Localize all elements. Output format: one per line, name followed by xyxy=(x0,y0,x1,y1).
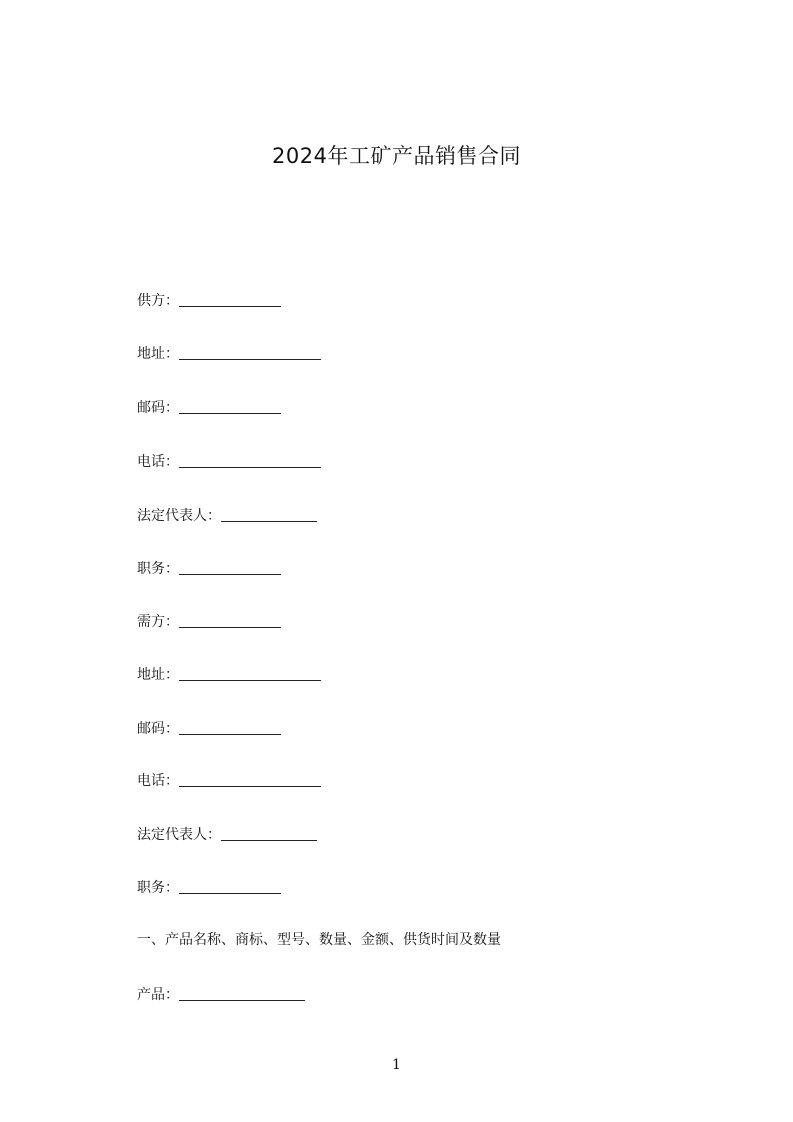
supplier-postcode-label: 邮码： xyxy=(137,400,179,416)
buyer-party-field xyxy=(137,610,281,632)
product-blank[interactable] xyxy=(179,986,305,1001)
product-label: 产品： xyxy=(137,987,179,1003)
buyer-legal-rep-label: 法定代表人： xyxy=(137,827,221,843)
buyer-party-blank[interactable] xyxy=(179,613,281,628)
product-field xyxy=(137,983,305,1005)
supplier-address-field xyxy=(137,342,321,364)
supplier-postcode-blank[interactable] xyxy=(179,399,281,414)
buyer-postcode-label: 邮码： xyxy=(137,721,179,737)
buyer-phone-field xyxy=(137,769,321,791)
supplier-address-label: 地址： xyxy=(137,346,179,362)
buyer-position-blank[interactable] xyxy=(179,879,281,894)
buyer-address-field xyxy=(137,663,321,685)
page-number: 1 xyxy=(392,1057,401,1073)
supplier-legal-rep-label: 法定代表人： xyxy=(137,508,221,524)
supplier-party-field xyxy=(137,289,281,311)
buyer-address-label: 地址： xyxy=(137,667,179,683)
buyer-party-label: 需方： xyxy=(137,614,179,630)
supplier-party-blank[interactable] xyxy=(179,292,281,307)
supplier-legal-rep-field xyxy=(137,504,317,526)
supplier-phone-blank[interactable] xyxy=(179,453,321,468)
supplier-legal-rep-blank[interactable] xyxy=(221,507,317,522)
buyer-phone-blank[interactable] xyxy=(179,772,321,787)
buyer-position-field xyxy=(137,876,281,898)
supplier-postcode-field xyxy=(137,396,281,418)
buyer-legal-rep-field xyxy=(137,823,317,845)
supplier-party-label: 供方： xyxy=(137,293,179,309)
buyer-legal-rep-blank[interactable] xyxy=(221,826,317,841)
buyer-postcode-blank[interactable] xyxy=(179,720,281,735)
supplier-position-field xyxy=(137,557,281,579)
buyer-position-label: 职务： xyxy=(137,880,179,896)
supplier-position-blank[interactable] xyxy=(179,560,281,575)
buyer-postcode-field xyxy=(137,717,281,739)
section-1-heading: 一、产品名称、商标、型号、数量、金额、供货时间及数量 xyxy=(137,932,501,948)
supplier-phone-label: 电话： xyxy=(137,454,179,470)
buyer-address-blank[interactable] xyxy=(179,666,321,681)
contract-title: 2024年工矿产品销售合同 xyxy=(272,144,521,168)
buyer-phone-label: 电话： xyxy=(137,773,179,789)
supplier-phone-field xyxy=(137,450,321,472)
supplier-address-blank[interactable] xyxy=(179,345,321,360)
supplier-position-label: 职务： xyxy=(137,561,179,577)
